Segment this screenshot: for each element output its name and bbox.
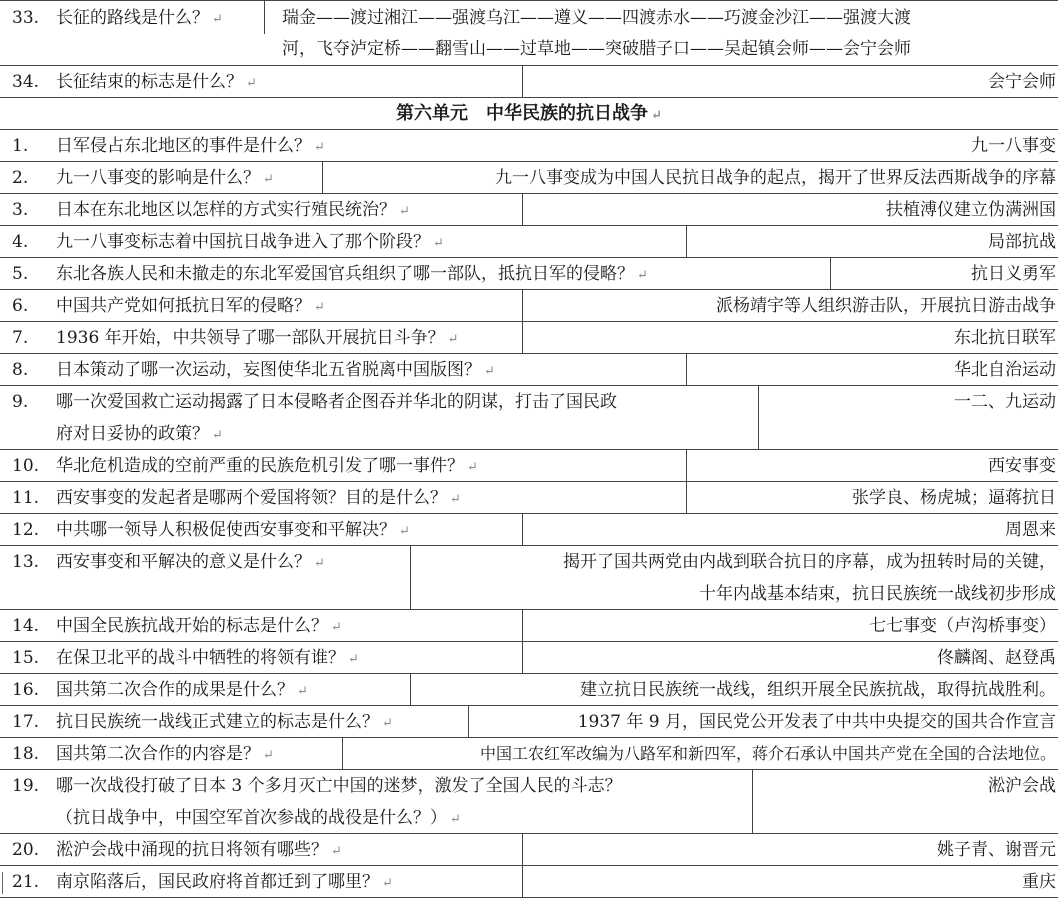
row-question: 长征结束的标志是什么？ ↵ — [56, 72, 257, 92]
table-row — [0, 546, 1058, 610]
cell-divider — [686, 226, 687, 257]
table-row — [0, 66, 1058, 98]
row-number: 14. — [12, 616, 40, 636]
row-number: 11. — [12, 488, 40, 508]
row-question: 1936 年开始，中共领导了哪一部队开展抗日斗争？ ↵ — [56, 328, 459, 348]
row-answer: 东北抗日联军 — [954, 328, 1056, 348]
row-answer: 淞沪会战 — [988, 776, 1056, 796]
cell-divider — [410, 546, 411, 609]
row-question: 九一八事变标志着中国抗日战争进入了那个阶段？ ↵ — [56, 232, 444, 252]
table-row — [0, 834, 1058, 866]
paragraph-mark-icon: ↵ — [484, 364, 495, 379]
row-question: 在保卫北平的战斗中牺牲的将领有谁？ ↵ — [56, 648, 359, 668]
text-cursor[interactable] — [2, 872, 11, 894]
section-title: 第六单元 中华民族的抗日战争 ↵ — [396, 103, 662, 124]
row-answer: 一二、九运动 — [954, 392, 1056, 412]
paragraph-mark-icon: ↵ — [450, 492, 461, 507]
row-answer: 西安事变 — [988, 456, 1056, 476]
cell-divider — [468, 706, 469, 737]
row-question: 华北危机造成的空前严重的民族危机引发了哪一事件？ ↵ — [56, 456, 478, 476]
table-row — [0, 642, 1058, 674]
row-question: 日本在东北地区以怎样的方式实行殖民统治？ ↵ — [56, 200, 410, 220]
row-number: 16. — [12, 680, 40, 700]
table-row — [0, 610, 1058, 642]
row-answer: 周恩来 — [1005, 520, 1056, 540]
paragraph-mark-icon: ↵ — [467, 460, 478, 475]
row-answer: 会宁会师 — [988, 72, 1056, 92]
row-number: 19. — [12, 776, 40, 796]
paragraph-mark-icon: ↵ — [651, 108, 662, 123]
row-answer: 九一八事变成为中国人民抗日战争的起点，揭开了世界反法西斯战争的序幕 — [495, 168, 1056, 188]
row-number: 17. — [12, 712, 40, 732]
row-answer: 派杨靖宇等人组织游击队，开展抗日游击战争 — [716, 296, 1056, 316]
section-heading-row — [0, 98, 1058, 130]
row-answer: 扶植溥仪建立伪满洲国 — [886, 200, 1056, 220]
paragraph-mark-icon: ↵ — [331, 620, 342, 635]
paragraph-mark-icon: ↵ — [263, 748, 274, 763]
row-number: 9. — [12, 392, 29, 412]
row-question-line: 府对日妥协的政策？ ↵ — [56, 424, 223, 444]
row-question: 西安事变和平解决的意义是什么？ ↵ — [56, 552, 325, 572]
row-number: 6. — [12, 296, 29, 316]
table-row — [0, 706, 1058, 738]
paragraph-mark-icon: ↵ — [297, 684, 308, 699]
row-question: 南京陷落后，国民政府将首都迁到了哪里？ ↵ — [56, 872, 393, 892]
table-row — [0, 386, 1058, 450]
cell-divider — [830, 258, 831, 289]
paragraph-mark-icon: ↵ — [637, 268, 648, 283]
row-question: 国共第二次合作的成果是什么？ ↵ — [56, 680, 308, 700]
paragraph-mark-icon: ↵ — [246, 76, 257, 91]
row-answer: 重庆 — [1022, 872, 1056, 892]
row-question-line: 哪一次战役打破了日本 3 个多月灭亡中国的迷梦，激发了全国人民的斗志？ — [56, 776, 622, 796]
paragraph-mark-icon: ↵ — [314, 556, 325, 571]
row-number: 3. — [12, 200, 29, 220]
cell-divider — [686, 450, 687, 481]
row-question: 中国全民族抗战开始的标志是什么？ ↵ — [56, 616, 342, 636]
row-question: 淞沪会战中涌现的抗日将领有哪些？ ↵ — [56, 840, 342, 860]
row-number: 7. — [12, 328, 29, 348]
row-answer: 1937 年 9 月，国民党公开发表了中共中央提交的国共合作宣言 — [577, 712, 1056, 732]
row-question-line: 哪一次爱国救亡运动揭露了日本侵略者企图吞并华北的阴谋，打击了国民政 — [56, 392, 617, 412]
table-row — [0, 770, 1058, 834]
cell-divider — [522, 322, 523, 353]
cell-divider — [686, 354, 687, 385]
table-row — [0, 514, 1058, 546]
paragraph-mark-icon: ↵ — [399, 204, 410, 219]
row-answer: 局部抗战 — [988, 232, 1056, 252]
row-question: 日本策动了哪一次运动，妄图使华北五省脱离中国版图？ ↵ — [56, 360, 495, 380]
row-question: 抗日民族统一战线正式建立的标志是什么？ ↵ — [56, 712, 393, 732]
table-row — [0, 450, 1058, 482]
table-row — [0, 258, 1058, 290]
cell-divider — [522, 866, 523, 897]
table-row — [0, 194, 1058, 226]
table-row — [0, 130, 1058, 162]
row-number: 8. — [12, 360, 29, 380]
cell-divider — [264, 0, 265, 34]
table-row — [0, 0, 1058, 66]
row-number: 21. — [12, 872, 40, 892]
row-number: 12. — [12, 520, 40, 540]
table-row — [0, 354, 1058, 386]
paragraph-mark-icon: ↵ — [212, 12, 223, 27]
row-question: 东北各族人民和未撤走的东北军爱国官兵组织了哪一部队，抵抗日军的侵略？ ↵ — [56, 264, 648, 284]
row-answer-line: 瑞金——渡过湘江——强渡乌江——遵义——四渡赤水——巧渡金沙江——强渡大渡 — [282, 8, 911, 28]
row-answer-line: 揭开了国共两党由内战到联合抗日的序幕，成为扭转时局的关键， — [563, 552, 1056, 572]
paragraph-mark-icon: ↵ — [382, 716, 393, 731]
table-row — [0, 226, 1058, 258]
paragraph-mark-icon: ↵ — [450, 812, 461, 827]
paragraph-mark-icon: ↵ — [382, 876, 393, 891]
row-number: 20. — [12, 840, 40, 860]
row-question: 中共哪一领导人积极促使西安事变和平解决？ ↵ — [56, 520, 410, 540]
paragraph-mark-icon: ↵ — [314, 300, 325, 315]
table-row — [0, 482, 1058, 514]
row-question: 日军侵占东北地区的事件是什么？ ↵ — [56, 136, 325, 156]
cell-divider — [752, 770, 753, 833]
cell-divider — [522, 834, 523, 865]
table-row — [0, 866, 1058, 898]
row-answer: 华北自治运动 — [954, 360, 1056, 380]
paragraph-mark-icon: ↵ — [447, 332, 459, 347]
row-answer-line: 河，飞夺泸定桥——翻雪山——过草地——突破腊子口——吴起镇会师——会宁会师 — [282, 39, 911, 59]
row-answer: 九一八事变 — [971, 136, 1056, 156]
row-answer: 佟麟阁、赵登禹 — [937, 648, 1056, 668]
row-question: 西安事变的发起者是哪两个爱国将领？目的是什么？ ↵ — [56, 488, 461, 508]
row-number: 15. — [12, 648, 40, 668]
cell-divider — [342, 738, 343, 769]
row-number: 34. — [12, 72, 40, 92]
cell-divider — [410, 674, 411, 705]
row-answer: 中国工农红军改编为八路军和新四军，蒋介石承认中国共产党在全国的合法地位。 — [479, 744, 1056, 763]
row-question: 国共第二次合作的内容是？ ↵ — [56, 744, 274, 764]
cell-divider — [522, 290, 523, 321]
table-row — [0, 162, 1058, 194]
row-answer: 张学良、杨虎城；逼蒋抗日 — [852, 488, 1056, 508]
row-answer: 建立抗日民族统一战线，组织开展全民族抗战，取得抗战胜利。 — [580, 680, 1056, 700]
row-question: 长征的路线是什么？ ↵ — [56, 8, 223, 28]
row-number: 33. — [12, 8, 40, 28]
paragraph-mark-icon: ↵ — [263, 172, 274, 187]
paragraph-mark-icon: ↵ — [314, 140, 325, 155]
row-number: 1. — [12, 136, 29, 156]
paragraph-mark-icon: ↵ — [399, 524, 410, 539]
row-number: 4. — [12, 232, 29, 252]
row-number: 18. — [12, 744, 40, 764]
row-answer-line: 十年内战基本结束，抗日民族统一战线初步形成 — [699, 584, 1056, 604]
cell-divider — [686, 482, 687, 513]
cell-divider — [522, 66, 523, 97]
row-question-line: （抗日战争中，中国空军首次参战的战役是什么？） ↵ — [56, 808, 461, 828]
cell-divider — [522, 194, 523, 225]
cell-divider — [522, 514, 523, 545]
cell-divider — [758, 386, 759, 449]
row-answer: 姚子青、谢晋元 — [937, 840, 1056, 860]
row-number: 5. — [12, 264, 29, 284]
paragraph-mark-icon: ↵ — [348, 652, 359, 667]
row-question: 九一八事变的影响是什么？ ↵ — [56, 168, 274, 188]
row-number: 10. — [12, 456, 40, 476]
table-row — [0, 738, 1058, 770]
paragraph-mark-icon: ↵ — [212, 428, 223, 443]
row-number: 13. — [12, 552, 40, 572]
table-row — [0, 322, 1058, 354]
row-answer: 抗日义勇军 — [971, 264, 1056, 284]
paragraph-mark-icon: ↵ — [331, 844, 342, 859]
table-row — [0, 290, 1058, 322]
cell-divider — [322, 162, 323, 193]
row-question: 中国共产党如何抵抗日军的侵略？ ↵ — [56, 296, 325, 316]
paragraph-mark-icon: ↵ — [433, 236, 444, 251]
row-number: 2. — [12, 168, 29, 188]
cell-divider — [522, 642, 523, 673]
table-row — [0, 674, 1058, 706]
cell-divider — [522, 610, 523, 641]
row-answer: 七七事变（卢沟桥事变） — [869, 616, 1056, 636]
